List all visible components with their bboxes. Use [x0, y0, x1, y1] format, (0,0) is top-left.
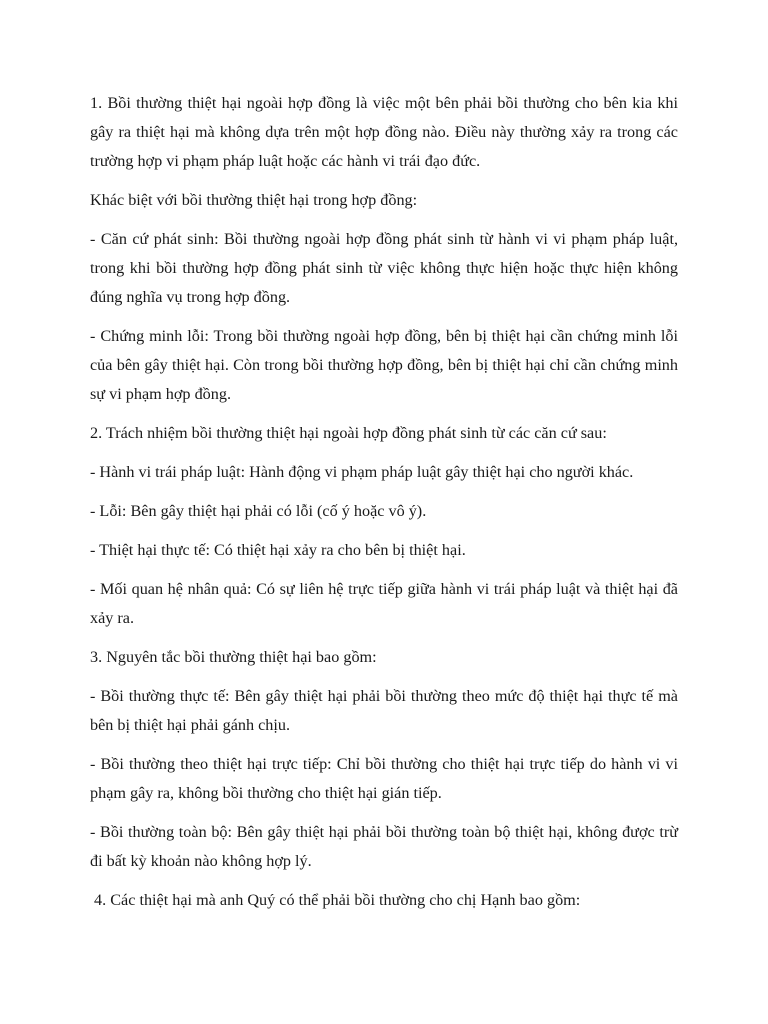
paragraph-direct-compensation: - Bồi thường theo thiệt hại trực tiếp: Chỉ bồi thường cho thiệt hại trực tiếp do hành vi vi phạm gây ra, không bồi thường cho thiệt hại gián tiếp.	[90, 755, 678, 802]
paragraph-basis-difference: - Căn cứ phát sinh: Bồi thường ngoài hợp đồng phát sinh từ hành vi vi phạm pháp luật, trong khi bồi thường hợp đồng phát sinh từ việc không thực hiện hoặc thực hiện không đúng nghĩa vụ trong hợp đồng.	[90, 230, 678, 306]
paragraph-principles-heading: 3. Nguyên tắc bồi thường thiệt hại bao gồm:	[90, 648, 377, 666]
paragraph-actual-compensation: - Bồi thường thực tế: Bên gây thiệt hại phải bồi thường theo mức độ thiệt hại thực tế mà bên bị thiệt hại phải gánh chịu.	[90, 687, 678, 734]
paragraph-full-compensation: - Bồi thường toàn bộ: Bên gây thiệt hại phải bồi thường toàn bộ thiệt hại, không được trừ đi bất kỳ khoản nào không hợp lý.	[90, 823, 678, 870]
paragraph-differences-heading: Khác biệt với bồi thường thiệt hại trong hợp đồng:	[90, 191, 418, 209]
paragraph-illegal-act: - Hành vi trái pháp luật: Hành động vi phạm pháp luật gây thiệt hại cho người khác.	[90, 463, 634, 481]
paragraph-actual-damage: - Thiệt hại thực tế: Có thiệt hại xảy ra cho bên bị thiệt hại.	[90, 541, 466, 559]
paragraph-causation: - Mối quan hệ nhân quả: Có sự liên hệ trực tiếp giữa hành vi trái pháp luật và thiệt hại đã xảy ra.	[90, 580, 678, 627]
paragraph-liability-heading: 2. Trách nhiệm bồi thường thiệt hại ngoài hợp đồng phát sinh từ các căn cứ sau:	[90, 424, 607, 442]
document-body	[90, 89, 678, 925]
paragraph-fault-proof: - Chứng minh lỗi: Trong bồi thường ngoài hợp đồng, bên bị thiệt hại cần chứng minh lỗi của bên gây thiệt hại. Còn trong bồi thường hợp đồng, bên bị thiệt hại chỉ cần chứng minh sự vi phạm hợp đồng.	[90, 327, 678, 403]
paragraph-definition: 1. Bồi thường thiệt hại ngoài hợp đồng là việc một bên phải bồi thường cho bên kia khi gây ra thiệt hại mà không dựa trên một hợp đồng nào. Điều này thường xảy ra trong các trường hợp vi phạm pháp luật hoặc các hành vi trái đạo đức.	[90, 94, 678, 170]
paragraph-fault: - Lỗi: Bên gây thiệt hại phải có lỗi (cố ý hoặc vô ý).	[90, 502, 427, 520]
paragraph-damages-heading: 4. Các thiệt hại mà anh Quý có thể phải bồi thường cho chị Hạnh bao gồm:	[90, 891, 581, 909]
